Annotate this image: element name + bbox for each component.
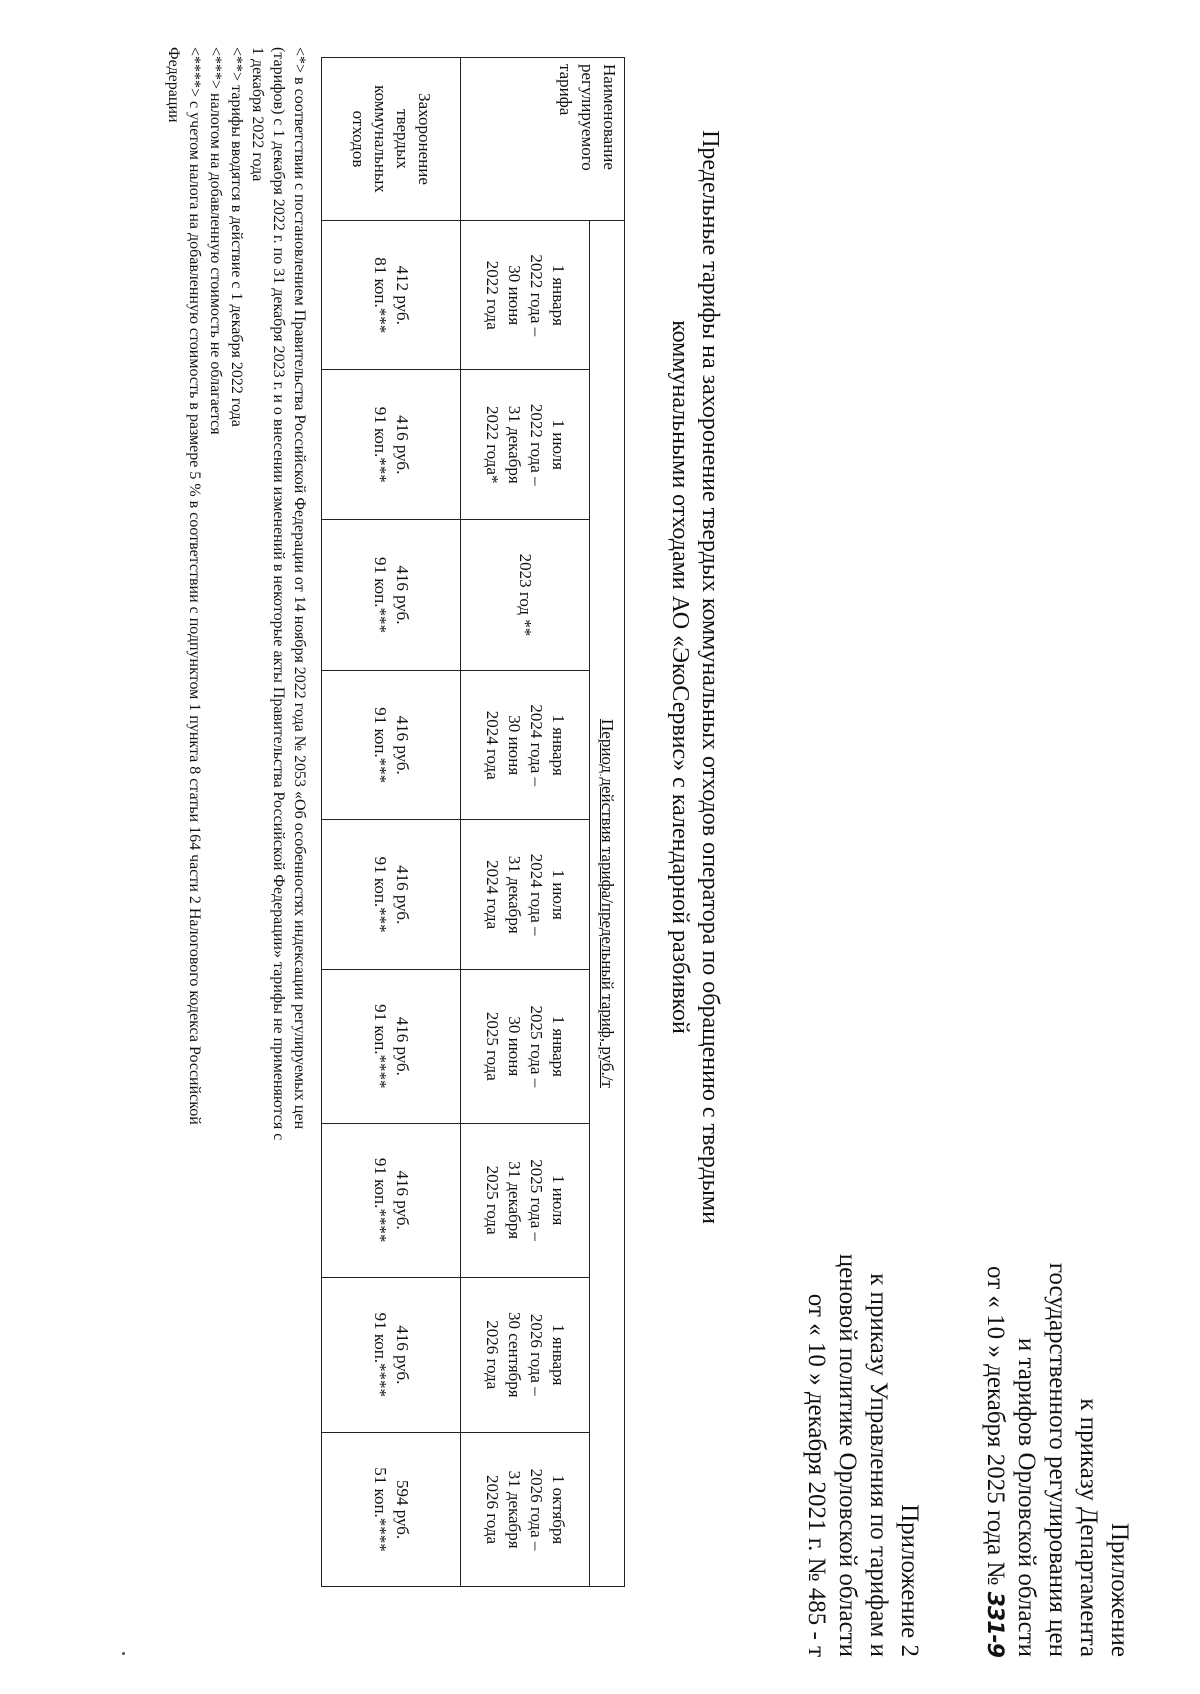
cell-line: 91 коп.*** <box>371 556 390 633</box>
tariff-value-cell <box>322 1433 461 1587</box>
cell-line: 416 руб. <box>393 565 412 625</box>
appendix-line: к приказу Управления по тарифам и <box>865 1273 892 1657</box>
cell-line: 416 руб. <box>393 1325 412 1385</box>
cell-line: твердых <box>393 109 412 169</box>
period-header: Период действия тарифа/предельный тариф, руб./т <box>590 221 625 1587</box>
period-cell <box>461 969 590 1123</box>
cell-line: 2022 года <box>483 260 502 330</box>
cell-line: 416 руб. <box>393 865 412 925</box>
appendix-block-department <box>979 1263 1135 1657</box>
period-cell <box>461 820 590 969</box>
period-cell <box>461 519 590 670</box>
cell-line: 416 руб. <box>393 415 412 475</box>
table-row <box>322 58 461 1587</box>
cell-line: 1 июля <box>549 419 568 470</box>
cell-line: 31 декабря <box>505 1470 524 1549</box>
cell-line: 51 коп.**** <box>371 1467 390 1552</box>
appendix-date-line <box>979 1263 1011 1657</box>
cell-line: 416 руб. <box>393 1016 412 1076</box>
scan-speck <box>122 1652 125 1655</box>
cell-line: 2024 года <box>483 710 502 780</box>
appendix-title: Приложение 2 <box>896 1504 923 1657</box>
cell-line: 81 коп.*** <box>371 257 390 334</box>
cell-line: 2025 года – <box>527 1159 546 1241</box>
cell-line: 91 коп.**** <box>371 1157 390 1243</box>
appendix-block-tariff-office <box>801 1254 925 1657</box>
tariff-value-cell <box>322 370 461 519</box>
footnote-line: <**> тарифы вводятся в действие с 1 декабря 2022 года <box>228 47 245 427</box>
cell-line: 91 коп.**** <box>371 1312 390 1398</box>
footnote-line: 1 декабря 2022 года <box>249 47 266 182</box>
cell-line: 2023 год ** <box>516 553 535 637</box>
cell-line: 91 коп.*** <box>371 856 390 933</box>
cell-line: 31 декабря <box>505 1161 524 1240</box>
cell-line: 30 июня <box>505 265 524 326</box>
footnotes <box>163 47 310 1627</box>
cell-line: 2025 года <box>483 1011 502 1081</box>
tariff-value-cell <box>322 519 461 670</box>
cell-line: 2026 года – <box>527 1313 546 1396</box>
footnote-line: <*> в соответствии с постановлением Правительства Российской Федерации от 14 ноября 2022 года № 2053 «Об особенностях индексации регулируемых цен <box>291 47 308 1130</box>
document-title-line: коммунальными отходами АО «ЭкоСервис» с календарной разбивкой <box>667 320 693 1034</box>
period-row <box>461 58 590 1587</box>
footnote-line: <****> с учетом налога на добавленную стоимость в размере 5 % в соответствии с подпунктом 1 пункта 8 статьи 164 части 2 Налогового кодекса Российской <box>186 47 203 1125</box>
cell-line: 594 руб. <box>393 1479 412 1540</box>
appendix-title: Приложение <box>1106 1522 1133 1657</box>
cell-line: 91 коп.*** <box>371 406 390 483</box>
appendix-line: государственного регулирования цен <box>1044 1262 1071 1657</box>
cell-line: 1 октября <box>549 1474 568 1545</box>
tariff-value-cell <box>322 1277 461 1433</box>
tariff-value-cell <box>322 221 461 370</box>
document-title-line: Предельные тарифы на захоронение твердых коммунальных отходов оператора по обращению с твердыми <box>697 130 723 1224</box>
footnote-line: Федерации <box>165 47 182 123</box>
cell-line: 416 руб. <box>393 715 412 775</box>
footnote-line: (тарифов) с 1 декабря 2022 г. по 31 декабря 2023 г. и о внесении изменений в некоторые акты Правительства Российской Федерации» тарифы не применяются с <box>270 47 287 1141</box>
cell-line: 1 июля <box>549 1174 568 1226</box>
tariff-value-cell <box>322 670 461 819</box>
appendix-line: ценовой политике Орловской области <box>834 1253 861 1657</box>
cell-line: 30 июня <box>505 1016 524 1077</box>
cell-line: 1 января <box>549 1324 568 1386</box>
handwritten-order-number: 331-9 <box>982 1591 1007 1657</box>
cell-line: 1 января <box>549 714 568 776</box>
appendix-line: к приказу Департамента <box>1075 1398 1102 1657</box>
cell-line: 31 декабря <box>505 405 524 484</box>
cell-line: 412 руб. <box>393 265 412 325</box>
appendix-line: и тарифов Орловской области <box>1013 1337 1040 1657</box>
period-cell <box>461 670 590 819</box>
tariff-table <box>321 57 625 1587</box>
cell-line: коммунальных <box>371 85 390 193</box>
period-cell <box>461 1123 590 1277</box>
period-cell <box>461 221 590 370</box>
cell-line: 1 июля <box>549 869 568 920</box>
rotated-content <box>55 27 1145 1667</box>
cell-line: Захоронение <box>415 93 434 185</box>
cell-line: 2024 года <box>483 860 502 930</box>
tariff-value-cell <box>322 1123 461 1277</box>
tariff-name-header: Наименование регулируемого тарифа <box>461 58 625 221</box>
cell-line: 1 января <box>549 1015 568 1077</box>
cell-line: 91 коп.**** <box>371 1004 390 1089</box>
appendix-line: от « 10 » декабря 2021 г. № 485 - т <box>803 1293 830 1657</box>
period-cell <box>461 1277 590 1433</box>
document-title <box>665 107 725 1247</box>
tariff-name-cell <box>322 58 461 221</box>
cell-line: 31 декабря <box>505 855 524 934</box>
cell-line: 2026 года <box>483 1320 502 1390</box>
cell-line: 2022 года – <box>527 403 546 486</box>
cell-line: 2026 года <box>483 1475 502 1545</box>
cell-line: 1 января <box>549 264 568 326</box>
footnote-line: <***> налогом на добавленную стоимость не облагается <box>207 47 224 435</box>
period-cell <box>461 1433 590 1587</box>
cell-line: 416 руб. <box>393 1170 412 1230</box>
tariff-value-cell <box>322 969 461 1123</box>
period-cell <box>461 370 590 519</box>
cell-line: 2022 года* <box>483 405 502 484</box>
cell-line: 2024 года – <box>527 853 546 936</box>
cell-line: 30 июня <box>505 715 524 776</box>
cell-line: отходов <box>349 110 368 168</box>
appendix-date: от « 10 » декабря 2025 года № <box>982 1266 1009 1586</box>
tariff-value-cell <box>322 820 461 969</box>
cell-line: 30 сентября <box>505 1311 524 1398</box>
cell-line: 2025 года – <box>527 1005 546 1088</box>
cell-line: 2024 года – <box>527 704 546 787</box>
cell-line: 2025 года <box>483 1165 502 1235</box>
cell-line: 91 коп.*** <box>371 707 390 784</box>
cell-line: 2026 года – <box>527 1468 546 1551</box>
cell-line: 2022 года – <box>527 254 546 337</box>
